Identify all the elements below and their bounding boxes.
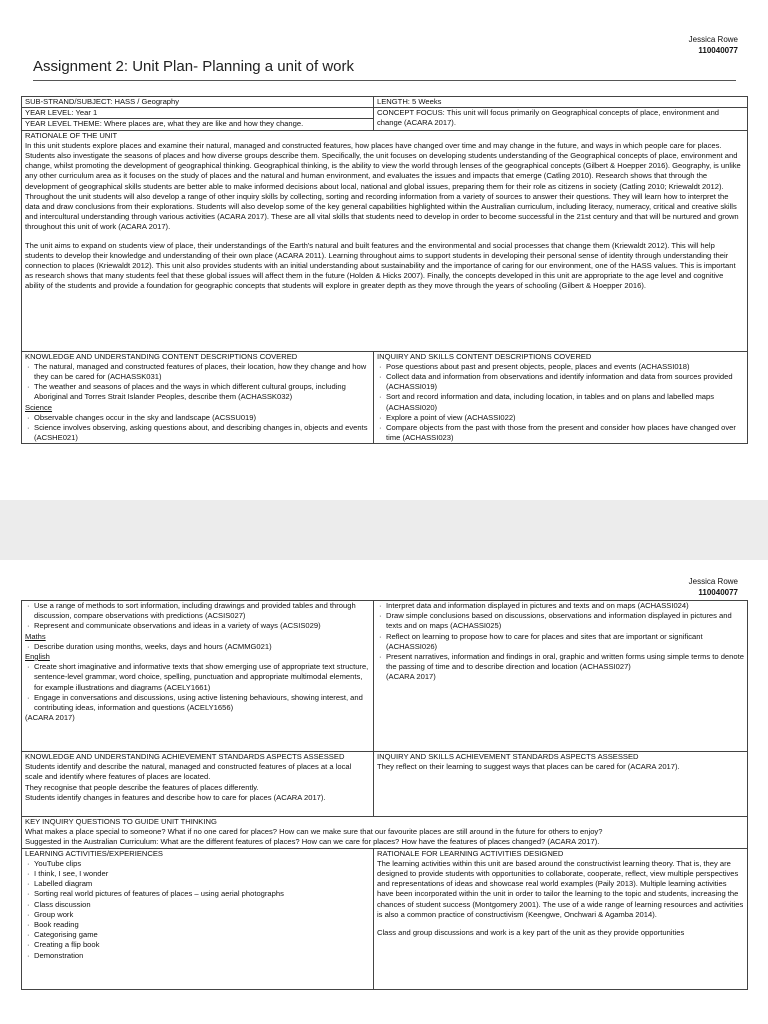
list-item: · Present narratives, information and findings in oral, graphic and written forms using simple terms to denote the passing of time and to describe direction and location (ACHASSI027) — [377, 652, 744, 672]
rationale-activities-paragraph-2: Class and group discussions and work is a key part of the unit as they provide opportunities — [377, 928, 685, 938]
list-item: · Compare objects from the past with those from the present and consider how places have changed over time (ACHASSI023) — [377, 423, 744, 443]
ku-content-cell — [22, 351, 374, 444]
author-block — [689, 34, 738, 56]
list-item: · Group work — [25, 910, 370, 920]
list-item: · Labelled diagram — [25, 879, 370, 889]
list-item: · The weather and seasons of places and the ways in which different cultural groups, including Aboriginal and Torres Strait Islander Peoples, describe them (ACHASSK032) — [25, 382, 370, 402]
rationale-activities-cell — [374, 848, 748, 989]
key-inquiry-heading: KEY INQUIRY QUESTIONS TO GUIDE UNIT THINKING — [25, 817, 217, 826]
key-inquiry-cell — [22, 817, 748, 849]
theme-value: Where places are, what they are like and how they change. — [103, 119, 304, 129]
ku-achievement-heading: KNOWLEDGE AND UNDERSTANDING ACHIEVEMENT STANDARDS ASPECTS ASSESSED — [25, 752, 345, 761]
list-item: · Pose questions about past and present objects, people, places and events (ACHASSI018) — [377, 362, 744, 372]
list-item: · Explore a point of view (ACHASSI022) — [377, 413, 744, 423]
list-item: · Categorising game — [25, 930, 370, 940]
page-two — [0, 560, 768, 1024]
is-achievement-cell — [374, 752, 748, 817]
rationale-activities-paragraph-1: The learning activities within this unit are based around the constructivist learning theory. That is, they are designed to provide students with opportunities to collaborate, cooperate, reflect, view multiple perspectives and representations of ideas and showcase real world examples (Paily 2013). Multiple learning activities have been incorporated within the unit in order to tailor the learning to the topic and students, increasing the chances of student success (Montgomery 2001). The use of a wide range of learning resources and activities is also a common practice of constructivism (Keengwe, Onchwari & Agamba 2014). — [377, 858, 744, 919]
page-one — [0, 0, 768, 500]
author-block — [689, 576, 738, 598]
concept-focus-cell: CONCEPT FOCUS: This unit will focus primarily on Geographical concepts of place, environment and change (ACARA 2017). — [374, 108, 748, 130]
list-item: · Reflect on learning to propose how to care for places and sites that are important or significant (ACHASSI026) — [377, 632, 744, 652]
title-rule — [33, 80, 736, 81]
length-value: 5 Weeks — [412, 97, 442, 106]
ku-achievement-line: They recognise that people describe the features of places differently. — [25, 782, 259, 792]
list-item: · Use a range of methods to sort information, including drawings and provided tables and through discussion, compare observations with predictions (ACSIS027) — [25, 601, 370, 621]
ku-content-heading: KNOWLEDGE AND UNDERSTANDING CONTENT DESCRIPTIONS COVERED — [25, 351, 298, 361]
list-item: · Collect data and information from observations and identify information and data from sources provided (ACHASSI019) — [377, 372, 744, 392]
list-item: · Class discussion — [25, 900, 370, 910]
unit-plan-table-page1 — [21, 96, 748, 444]
subject-value: HASS / Geography — [114, 97, 180, 106]
key-inquiry-line: Suggested in the Australian Curriculum: What are the different features of places? How can we care for places? How have the features of places changed? (ACARA 2017). — [25, 837, 600, 847]
rationale-cell — [22, 130, 748, 351]
learning-activities-cell — [22, 848, 374, 989]
student-id: 110040077 — [698, 588, 738, 597]
english-list — [25, 662, 370, 713]
year-level-cell: YEAR LEVEL: Year 1 — [22, 108, 374, 119]
list-item: · Represent and communicate observations and ideas in a variety of ways (ACSIS029) — [25, 621, 370, 631]
left-reference: (ACARA 2017) — [25, 713, 75, 723]
list-item: · Science involves observing, asking questions about, and describing changes in, objects and events (ACSHE021) — [25, 423, 370, 443]
is-content-cell — [374, 351, 748, 444]
length-cell: LENGTH: 5 Weeks — [374, 97, 748, 108]
list-item: · Creating a flip book — [25, 940, 370, 950]
science-list-continued — [25, 601, 370, 632]
is-list-continued — [377, 601, 744, 672]
rationale-heading: RATIONALE OF THE UNIT — [25, 130, 118, 140]
right-reference: (ACARA 2017) — [386, 672, 436, 682]
subject-cell: SUB-STRAND/SUBJECT: HASS / Geography — [22, 97, 374, 108]
content-continued-left — [22, 601, 374, 752]
year-level-value: Year 1 — [75, 108, 98, 118]
document-title: Assignment 2: Unit Plan- Planning a unit of work — [33, 58, 354, 75]
maths-heading: Maths — [25, 631, 46, 641]
author-name: Jessica Rowe — [688, 35, 738, 44]
theme-cell: YEAR LEVEL THEME: Where places are, what they are like and how they change. — [22, 119, 374, 130]
content-continued-right — [374, 601, 748, 752]
concept-focus-value: This unit will focus primarily on Geographical concepts of place, environment and change (ACARA 2017). — [377, 108, 720, 128]
learning-activities-list — [25, 859, 370, 961]
unit-plan-table-page2 — [21, 600, 748, 990]
list-item: · Draw simple conclusions based on discussions, observations and information displayed in pictures and texts and on maps (ACHASSI025) — [377, 611, 744, 631]
english-heading: English — [25, 652, 50, 662]
page-gap — [0, 500, 768, 560]
ku-achievement-line: Students identify and describe the natural, managed and constructed features of places at a local scale and identify where features of places are located. — [25, 762, 352, 782]
maths-list — [25, 642, 370, 652]
science-list — [25, 413, 370, 444]
list-item: · Engage in conversations and discussions, using active listening behaviours, showing interest, and contributing ideas, information and questions (ACELY1656) — [25, 693, 370, 713]
list-item: · YouTube clips — [25, 859, 370, 869]
rationale-activities-heading: RATIONALE FOR LEARNING ACTIVITIES DESIGNED — [377, 848, 564, 858]
ku-content-list — [25, 362, 370, 403]
list-item: · Interpret data and information displayed in pictures and texts and on maps (ACHASSI024) — [377, 601, 744, 611]
list-item: · Demonstration — [25, 951, 370, 961]
ku-achievement-line: Students identify changes in features and describe how to care for places (ACARA 2017). — [25, 792, 326, 802]
student-id: 110040077 — [698, 46, 738, 55]
is-content-heading: INQUIRY AND SKILLS CONTENT DESCRIPTIONS COVERED — [377, 351, 592, 361]
list-item: · Sort and record information and data, including location, in tables and on plans and labelled maps (ACHASSI020) — [377, 392, 744, 412]
science-heading: Science — [25, 402, 53, 412]
ku-achievement-cell — [22, 752, 374, 817]
learning-activities-heading: LEARNING ACTIVITIES/EXPERIENCES — [25, 848, 163, 858]
is-content-list — [377, 362, 744, 444]
list-item: · I think, I see, I wonder — [25, 869, 370, 879]
rationale-paragraph-2: The unit aims to expand on students view of place, their understandings of the Earth's natural and built features and the environmental and social processes that change them (Kriewaldt 2012). This will help students to develop their knowledge and understanding of their own place (ACARA 2011). Learning throughout aims to support students in developing their personal sense of identity through understanding their connection to places (Kriewaldt 2012). This unit also provides students with an initial understanding about sustainability and the importance of caring for our environment, one of the HASS values. This is important as research shows that many students feel that these global issues will affect them in the future (Holden & Hicks 2007). Finally, the concepts developed in this unit are appropriate to the age level and cognitive ability of the students and provide a foundation for geographic concepts that students will explore in greater depth as they move through the years of schooling (Gilbert & Hoepper 2016). — [25, 240, 736, 291]
is-achievement-text: They reflect on their learning to suggest ways that places can be cared for (ACARA 2017). — [377, 762, 680, 772]
list-item: · Describe duration using months, weeks, days and hours (ACMMG021) — [25, 642, 370, 652]
list-item: · Book reading — [25, 920, 370, 930]
list-item: · Observable changes occur in the sky and landscape (ACSSU019) — [25, 413, 370, 423]
rationale-paragraph-1: In this unit students explore places and examine their natural, managed and constructed features, how places have changed over time and may change in the future, and ways in which people care for places. Students also investigate the seasons of places and how diverse groups describe them. Specifically, the unit focuses on developing students understanding of the Geographical concepts of place, environment and change, whilst promoting the development of geographical thinking. Geographical thinking, is the ability to view the world through lenses of the geographical concepts (Gilbert & Hoepper 2016). Geography, is unlike any other curriculum area as it focuses on the study of places and the natural and human environment, and evaluates the issues and impacts that emerge (Catling 2010). Research shows that through the development of geographical skills students are better able to make informed decisions about local, national and global issues, preparing them for their role as citizens in society (Catling 2010; Kriewaldt 2012). Throughout the unit students will also develop a range of other inquiry skills by collecting, sorting and recording information from a variety of sources to answer their questions. They will learn how to interpret the data and draw conclusions from their explorations. Students will also develop some of the key general capabilities highlighted within the Australian curriculum, including literacy, numeracy, critical and creative skills and intercultural understanding through various activities (ACARA 2017). These are all vital skills that students need to develop in order to become successful in the 21st century and that will be nurtured and grown throughout this unit of work (ACARA 2017). — [25, 140, 741, 232]
list-item: · Sorting real world pictures of features of places – using aerial photographs — [25, 889, 370, 899]
list-item: · Create short imaginative and informative texts that show emerging use of appropriate text structure, sentence-level grammar, word choice, spelling, punctuation and appropriate multimodal elements, for example illustrations and diagrams (ACELY1661) — [25, 662, 370, 693]
author-name: Jessica Rowe — [688, 577, 738, 586]
list-item: · The natural, managed and constructed features of places, their location, how they change and how they can be cared for (ACHASSK031) — [25, 362, 370, 382]
key-inquiry-line: What makes a place special to someone? What if no one cared for places? How can we make sure that our favourite places are still around in the future for others to enjoy? — [25, 827, 603, 837]
is-achievement-heading: INQUIRY AND SKILLS ACHIEVEMENT STANDARDS ASPECTS ASSESSED — [377, 752, 639, 761]
